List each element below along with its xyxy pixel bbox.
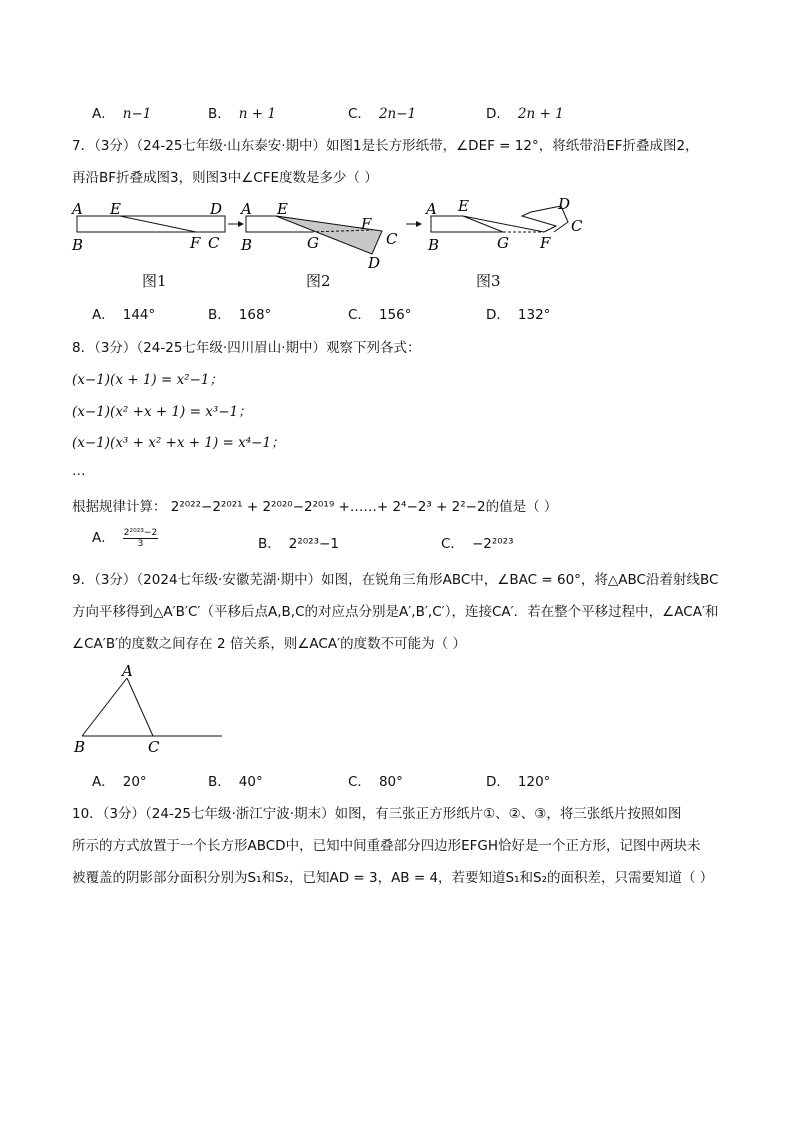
q7-figure-3 [424,195,583,254]
q8-option-a-fraction: $\frac{\text{2²⁰²³−2}}{3}$ [123,527,158,549]
q9-option-c: C． 80° [348,774,403,790]
q7-figure-2 [239,200,398,272]
fig3-label-a: A [426,200,437,218]
q9-stem-line2: 方向平移得到△A′B′C′（平移后点A,B,C的对应点分别是A′,B′,C′），连接CA′．若在整个平移过程中，∠ACA′和 [72,604,719,620]
q9-label-b: B [74,738,86,756]
q7-figures [66,194,606,274]
q7-stem-line1: 7．（3分）（24-25七年级·山东泰安·期中）如图1是长方形纸带，∠DEF = 12°，将纸带沿EF折叠成图2， [72,138,699,154]
q8-option-c: C． −2²⁰²³ [441,536,514,552]
q8-equation-1: (x−1)(x + 1) = x²−1； [72,372,223,388]
fig3-label-c: C [571,217,583,235]
fig1-label-d: D [210,200,223,218]
q7-caption-fig3: 图3 [476,272,501,290]
q10-stem-line1: 10．（3分）（24-25七年级·浙江宁波·期末）如图，有三张正方形纸片①、②、③，将三张纸片按照如图 [72,806,682,822]
q8-compute: 根据规律计算： 2²⁰²²−2²⁰²¹ + 2²⁰²⁰−2²⁰¹⁹ +……+ 2⁴−2³ + 2²−2的值是（ ） [72,499,558,515]
q8-ellipsis: … [72,463,86,479]
q9-label-a: A [122,662,133,680]
q9-option-b: B． 40° [208,774,263,790]
q9-label-c: C [148,738,160,756]
q10-stem-line2: 所示的方式放置于一个长方形ABCD中，已知中间重叠部分四边形EFGH恰好是一个正方形，记图中两块未 [72,838,701,854]
fig3-label-f: F [540,234,551,252]
q8-stem: 8．（3分）（24-25七年级·四川眉山·期中）观察下列各式： [72,340,421,356]
fig2-label-b: B [241,236,253,254]
q7-arrow-2 [406,221,422,227]
q9-figure [70,660,230,756]
fig1-label-f: F [190,234,201,252]
fig3-label-d: D [558,195,571,213]
q7-option-a: A． 144° [92,307,156,323]
q9-stem-line3: ∠CA′B′的度数之间存在 2 倍关系，则∠ACA′的度数不可能为（ ） [72,636,466,652]
q7-option-d: D． 132° [486,307,551,323]
fig3-label-g: G [497,234,509,252]
q6-option-a: A． n−1 [92,106,152,122]
fig1-label-b: B [72,236,84,254]
q7-option-c: C． 156° [348,307,412,323]
fig1-label-e: E [110,200,121,218]
q6-option-d: D． 2n + 1 [486,106,564,122]
fig2-label-a: A [241,200,252,218]
fig3-label-b: B [428,236,440,254]
fig1-label-a: A [72,200,83,218]
q9-option-a: A． 20° [92,774,147,790]
fig2-label-f: F [361,215,372,233]
q7-stem-line2: 再沿BF折叠成图3，则图3中∠CFE度数是多少（ ） [72,170,378,186]
q10-stem-line3: 被覆盖的阴影部分面积分别为S₁和S₂，已知AD = 3，AB = 4，若要知道S₁和S₂的面积差，只需要知道（ ） [72,870,714,886]
q7-caption-fig2: 图2 [306,272,331,290]
q9-stem-line1: 9．（3分）（2024七年级·安徽芜湖·期中）如图，在锐角三角形ABC中，∠BAC = 60°，将△ABC沿着射线BC [72,572,719,588]
fig3-label-e: E [458,197,469,215]
q8-option-a: A． $\frac{\text{2²⁰²³−2}}{3}$ [92,527,158,549]
fig2-label-e: E [277,200,288,218]
q8-option-b: B． 2²⁰²³−1 [258,536,339,552]
q8-equation-3: (x−1)(x³ + x² +x + 1) = x⁴−1； [72,435,285,451]
q9-option-d: D． 120° [486,774,551,790]
fig2-label-g: G [307,234,319,252]
q8-equation-2: (x−1)(x² +x + 1) = x³−1； [72,404,252,420]
q7-option-b: B． 168° [208,307,272,323]
q6-option-b: B． n + 1 [208,106,276,122]
fig2-label-d: D [368,254,381,272]
q6-option-c: C． 2n−1 [348,106,417,122]
fig2-label-c: C [386,230,398,248]
q7-caption-fig1: 图1 [142,272,167,290]
q7-arrow-1 [228,221,244,227]
fig1-label-c: C [208,234,220,252]
q7-figure-1 [70,200,225,254]
